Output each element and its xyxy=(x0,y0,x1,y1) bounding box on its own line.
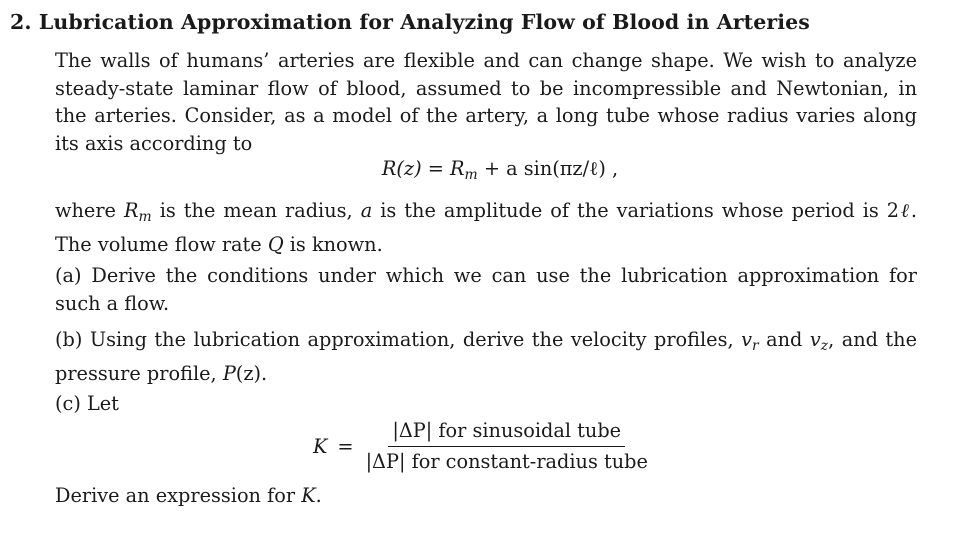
part-a xyxy=(55,262,917,317)
pressure-symbol: P xyxy=(222,362,236,386)
part-b-text-3: , and the pressure profile, xyxy=(55,328,918,386)
part-b-text-1: (b) Using the lubrication approximation, derive the velocity profiles, xyxy=(55,328,742,351)
intro-text: The walls of humans’ arteries are flexible and can change shape. We wish to analyze steady-state laminar flow of blood, assumed to be incompressible and Newtonian, in the arteries. Consider, as a model of the artery, a long tube whose radius varies along its axis according to xyxy=(55,49,917,155)
closing-k-symbol: K xyxy=(301,484,316,507)
mean-radius-subscript: m xyxy=(138,208,152,225)
k-denominator: |ΔP| for constant-radius tube xyxy=(365,449,648,473)
part-b-text-2: and xyxy=(758,328,810,351)
part-b-text-4: (z). xyxy=(235,362,268,386)
closing-paragraph xyxy=(55,482,917,510)
part-c-text: (c) Let xyxy=(55,392,119,415)
k-symbol: K xyxy=(313,434,328,458)
k-fraction xyxy=(362,419,652,474)
problem-title: 2. Lubrication Approximation for Analyzing Flow of Blood in Arteries xyxy=(10,10,810,34)
part-c xyxy=(55,390,917,418)
closing-text-2: . xyxy=(315,484,322,507)
radius-equation-lhs: R(z) = R xyxy=(381,157,465,180)
radius-equation-sub: m xyxy=(464,166,478,183)
radius-equation-rhs: + a sin(πz/ℓ) , xyxy=(477,157,619,180)
closing-text-1: Derive an expression for xyxy=(55,484,302,507)
radius-equation xyxy=(0,157,960,183)
ell-symbol: ℓ xyxy=(899,199,911,222)
part-a-text: (a) Derive the conditions under which we can use the lubrication approximation for such a flow. xyxy=(55,264,917,315)
definitions-paragraph xyxy=(55,197,917,259)
definitions-text-1: where xyxy=(55,199,124,222)
definitions-text-4: . The volume flow rate xyxy=(55,199,917,257)
k-equation xyxy=(313,415,652,477)
amplitude-symbol: a xyxy=(360,199,373,222)
definitions-text-3: is the amplitude of the variations whose period is 2 xyxy=(372,199,900,222)
equals-sign: = xyxy=(337,434,354,458)
vz-subscript: z xyxy=(820,337,829,354)
definitions-text-2: is the mean radius, xyxy=(151,199,361,222)
flow-rate-symbol: Q xyxy=(267,233,284,257)
mean-radius-symbol: R xyxy=(123,199,139,222)
vz-symbol: v xyxy=(809,328,821,351)
part-b xyxy=(55,326,917,388)
vr-subscript: r xyxy=(752,337,759,354)
vr-symbol: v xyxy=(741,328,753,351)
intro-paragraph xyxy=(55,47,917,157)
definitions-text-5: is known. xyxy=(283,233,383,257)
k-numerator: |ΔP| for sinusoidal tube xyxy=(388,419,625,447)
